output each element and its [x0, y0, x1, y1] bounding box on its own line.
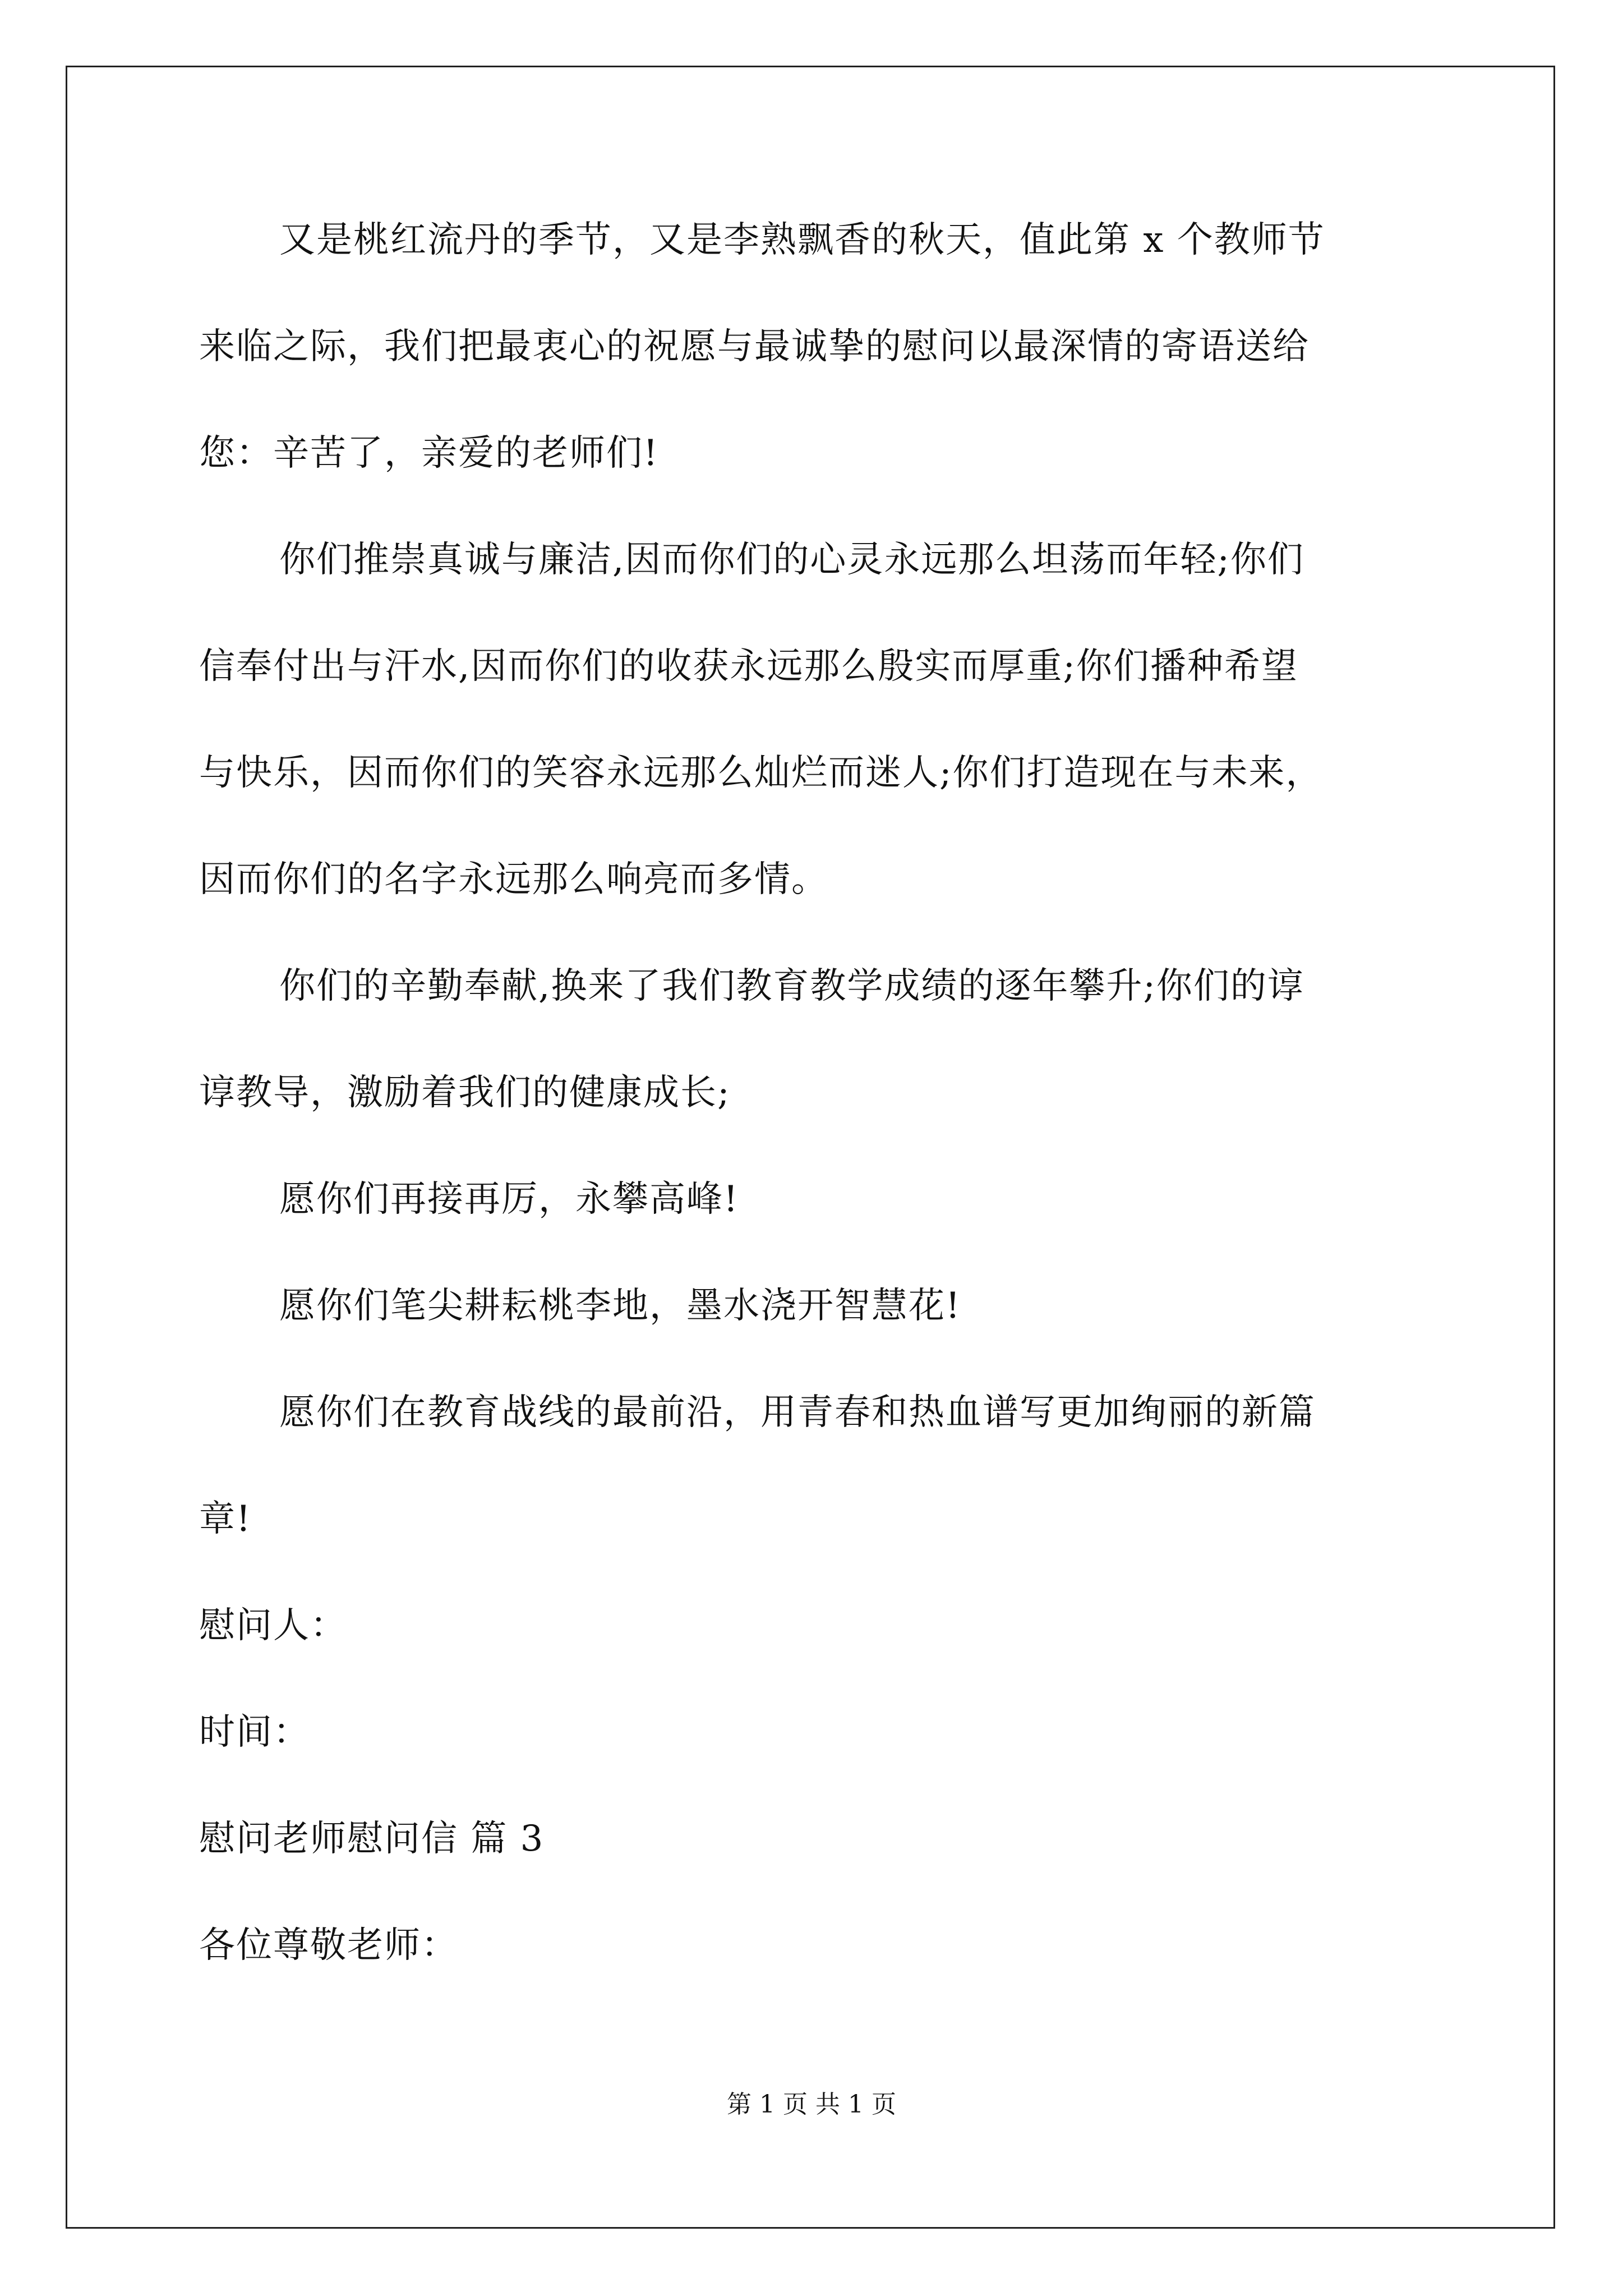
paragraph-2-line-1: 你们推崇真诚与廉洁,因而你们的心灵永远那么坦荡而年轻;你们 — [279, 539, 1304, 581]
paragraph-1-line-2: 来临之际，我们把最衷心的祝愿与最诚挚的慰问以最深情的寄语送给 — [199, 326, 1310, 367]
paragraph-4-line-1: 愿你们再接再厉，永攀高峰! — [279, 1179, 739, 1220]
paragraph-6-line-1: 愿你们在教育战线的最前沿，用青春和热血谱写更加绚丽的新篇 — [279, 1392, 1316, 1433]
page-footer: 第 1 页 共 1 页 — [727, 2090, 896, 2119]
paragraph-1-line-3: 您：辛苦了，亲爱的老师们! — [199, 432, 659, 474]
salutation: 各位尊敬老师： — [199, 1925, 458, 1966]
paragraph-2-line-4: 因而你们的名字永远那么响亮而多情。 — [199, 859, 828, 900]
paragraph-6-line-2: 章! — [199, 1498, 252, 1540]
section-heading: 慰问老师慰问信 篇 3 — [199, 1818, 545, 1860]
paragraph-1-line-1: 又是桃红流丹的季节，又是李熟飘香的秋天，值此第 x 个教师节 — [279, 219, 1325, 261]
paragraph-2-line-2: 信奉付出与汗水,因而你们的收获永远那么殷实而厚重;你们播种希望 — [199, 646, 1298, 687]
date-label: 时间： — [199, 1711, 310, 1753]
page-border — [66, 66, 1555, 2229]
paragraph-3-line-2: 谆教导，激励着我们的健康成长; — [199, 1072, 731, 1114]
paragraph-3-line-1: 你们的辛勤奉献,换来了我们教育教学成绩的逐年攀升;你们的谆 — [279, 965, 1304, 1007]
sender-label: 慰问人： — [199, 1605, 347, 1646]
paragraph-2-line-3: 与快乐，因而你们的笑容永远那么灿烂而迷人;你们打造现在与未来， — [199, 752, 1323, 794]
paragraph-5-line-1: 愿你们笔尖耕耘桃李地，墨水浇开智慧花! — [279, 1285, 961, 1327]
